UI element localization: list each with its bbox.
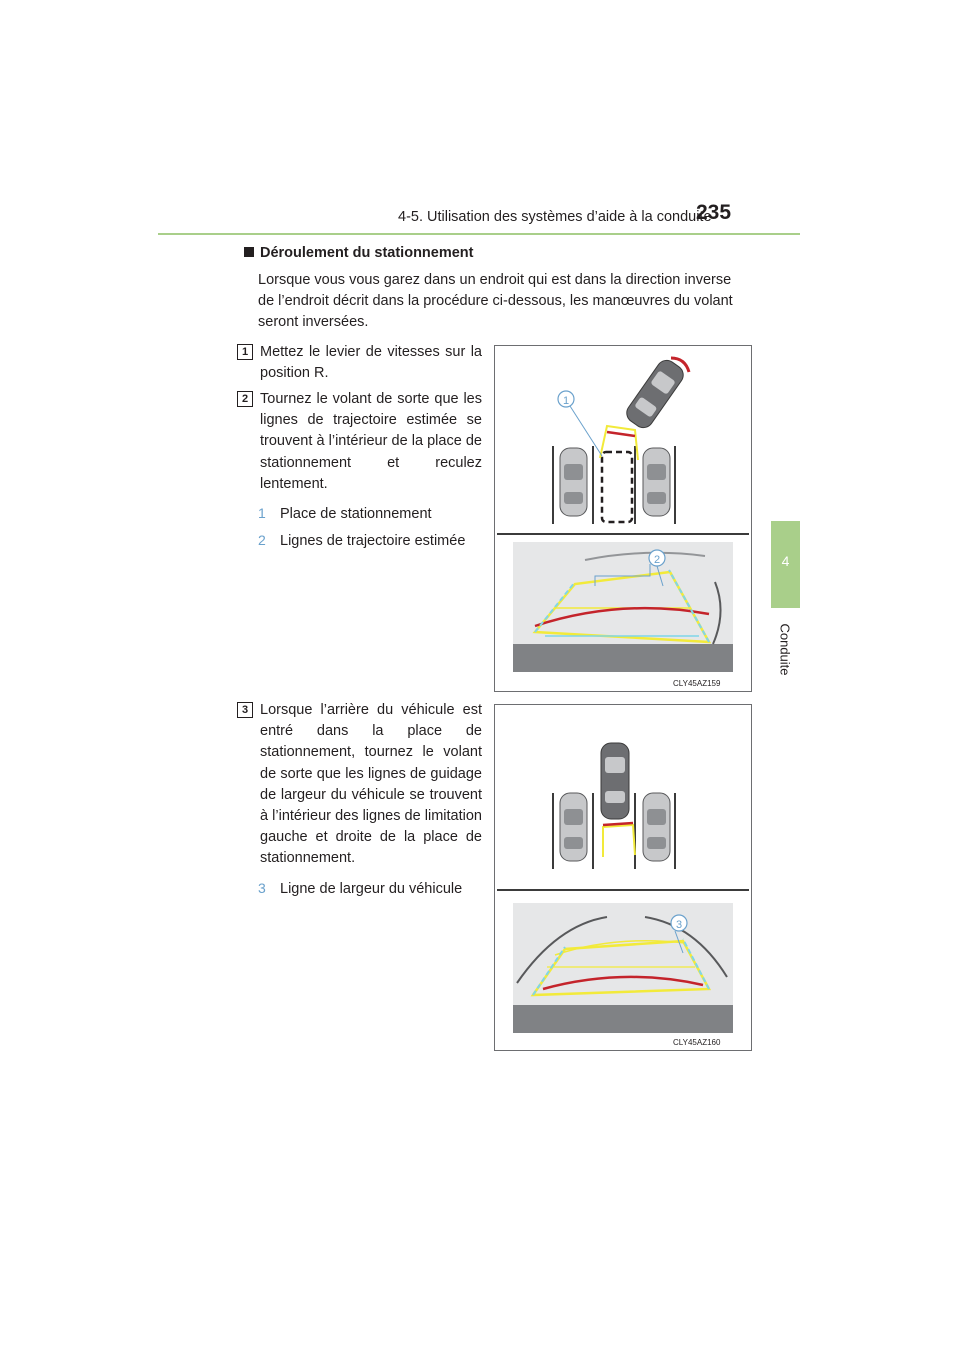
square-bullet-icon: [244, 247, 254, 257]
section-title: [244, 245, 474, 261]
figure-2-callout-3: 3: [675, 919, 683, 931]
section-title-text: Déroulement du stationnement: [260, 245, 474, 261]
chapter-tab: [771, 521, 800, 608]
header-section-title: 4-5. Utilisation des systèmes d’aide à la conduite: [398, 209, 712, 225]
figure-1-callout-1: 1: [562, 395, 570, 407]
legend-item-3: [258, 880, 462, 897]
legend-text-2: Lignes de trajectoire estimée: [280, 533, 466, 549]
page-number: 235: [696, 201, 732, 224]
reversing-car: [623, 356, 687, 431]
legend-text-1: Place de stationnement: [280, 506, 432, 522]
header-rule: [158, 233, 800, 235]
step-badge-1: 1: [237, 344, 253, 360]
legend-number-2: 2: [258, 532, 266, 548]
legend-number-1: 1: [258, 505, 266, 521]
step-text-3: Lorsque l’arrière du véhicule est entré dans la place de stationnement, tournez le volant de sorte que les lignes de guidage de largeur du véhicule se trouvent à l’intérieur des lignes de limitation gauche et droite de la place de stationnement.: [260, 702, 482, 867]
step-text-2: Tournez le volant de sorte que les lignes de trajectoire estimée se trouvent à l’intérieur de la place de stationnement et reculez lentement.: [260, 391, 482, 492]
reversing-car-aligned: [601, 743, 629, 819]
legend-item-1: [258, 505, 432, 522]
figure-1-callout-2: 2: [653, 554, 661, 566]
legend-text-3: Ligne de largeur du véhicule: [280, 881, 463, 897]
parked-car-left: [560, 448, 587, 516]
figure-parking-step-3: [494, 704, 752, 1051]
chapter-label: [770, 620, 800, 680]
figure-2-illustration: [495, 705, 751, 1050]
parked-car-right: [643, 793, 670, 861]
legend-number-3: 3: [258, 880, 266, 896]
chapter-label-text: Conduite: [777, 623, 793, 676]
legend-item-2: [258, 532, 465, 549]
figure-1-illustration: [495, 346, 751, 691]
parked-car-left: [560, 793, 587, 861]
figure-1-code: CLY45AZ159: [673, 679, 721, 688]
step-badge-3: 3: [237, 702, 253, 718]
section-intro: Lorsque vous vous garez dans un endroit qui est dans la direction inverse de l’endroit décrit dans la procédure ci-dessous, les manœuvres du volant seront inversées.: [258, 272, 733, 330]
step-badge-2: 2: [237, 391, 253, 407]
parked-car-right: [643, 448, 670, 516]
step-text-1: Mettez le levier de vitesses sur la position R.: [260, 344, 482, 382]
figure-parking-step-2: [494, 345, 752, 692]
chapter-tab-number: 4: [781, 553, 790, 569]
figure-2-code: CLY45AZ160: [673, 1038, 721, 1047]
